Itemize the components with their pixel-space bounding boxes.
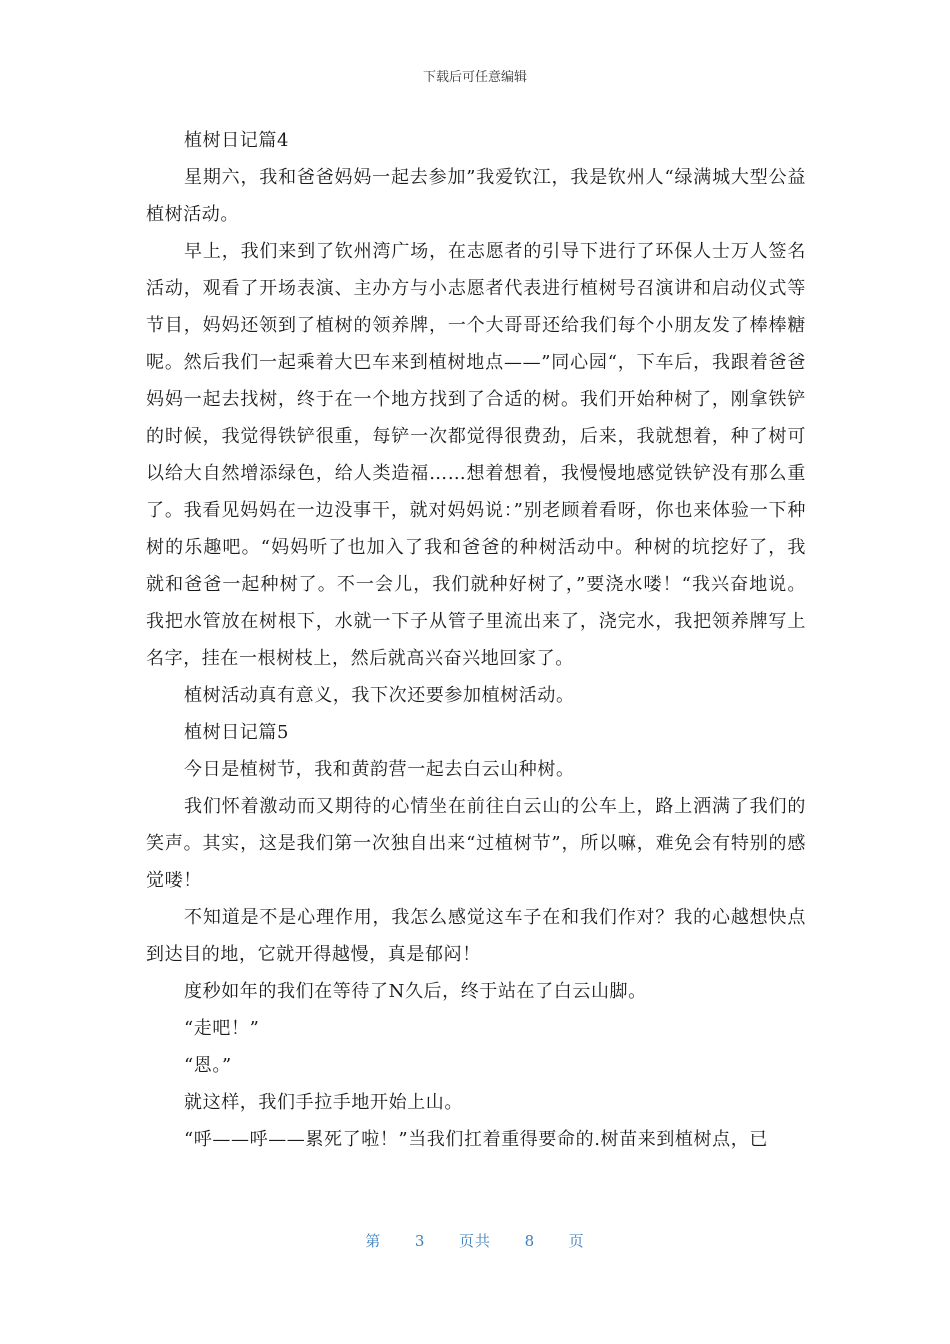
- total-page-number: 8: [524, 1232, 536, 1250]
- paragraph: 我们怀着激动而又期待的心情坐在前往白云山的公车上，路上洒满了我们的笑声。其实，这是我们第一次独自出来“过植树节”，所以嘛，难免会有特别的感觉喽！: [146, 796, 806, 891]
- paragraph: “呼——呼——累死了啦！”当我们扛着重得要命的.树苗来到植树点，已: [184, 1129, 768, 1150]
- section-heading-5: 植树日记篇5: [184, 722, 290, 743]
- total-label-suffix: 页: [568, 1232, 585, 1250]
- current-page-number: 3: [414, 1232, 426, 1250]
- dialogue-line: “走吧！”: [184, 1018, 260, 1039]
- paragraph: 植树活动真有意义，我下次还要参加植树活动。: [184, 685, 575, 706]
- page-footer: [0, 1230, 950, 1251]
- paragraph: 今日是植树节，我和黄韵营一起去白云山种树。: [184, 759, 575, 780]
- paragraph: 不知道是不是心理作用，我怎么感觉这车子在和我们作对？我的心越想快点到达目的地，它就开得越慢，真是郁闷！: [146, 907, 806, 965]
- paragraph: 就这样，我们手拉手地开始上山。: [184, 1092, 463, 1113]
- paragraph: 早上，我们来到了钦州湾广场，在志愿者的引导下进行了环保人士万人签名活动，观看了开场表演、主办方与小志愿者代表进行植树号召演讲和启动仪式等节目，妈妈还领到了植树的领养牌，一个大哥哥还给我们每个小朋友发了棒棒糖呢。然后我们一起乘着大巴车来到植树地点——”同心园“，下车后，我跟着爸爸妈妈一起去找树，终于在一个地方找到了合适的树。我们开始种树了，刚拿铁铲的时候，我觉得铁铲很重，每铲一次都觉得很费劲，后来，我就想着，种了树可以给大自然增添绿色，给人类造福……想着想着，我慢慢地感觉铁铲没有那么重了。我看见妈妈在一边没事干，就对妈妈说：”别老顾着看呀，你也来体验一下种树的乐趣吧。“妈妈听了也加入了我和爸爸的种树活动中。种树的坑挖好了，我就和爸爸一起种树了。不一会儿，我们就种好树了，”要浇水喽！“我兴奋地说。我把水管放在树根下，水就一下子从管子里流出来了，浇完水，我把领养牌写上名字，挂在一根树枝上，然后就高兴奋兴地回家了。: [146, 241, 806, 669]
- total-label-prefix: 页共: [458, 1232, 491, 1250]
- document-body: [146, 122, 806, 1158]
- page-header: 下载后可任意编辑: [422, 70, 527, 85]
- section-heading-4: 植树日记篇4: [184, 130, 290, 151]
- page-label: 第: [365, 1232, 382, 1250]
- dialogue-line: “恩。”: [184, 1055, 232, 1076]
- paragraph: 度秒如年的我们在等待了N久后，终于站在了白云山脚。: [184, 981, 647, 1002]
- paragraph: 星期六，我和爸爸妈妈一起去参加”我爱钦江，我是钦州人“绿满城大型公益植树活动。: [146, 167, 806, 225]
